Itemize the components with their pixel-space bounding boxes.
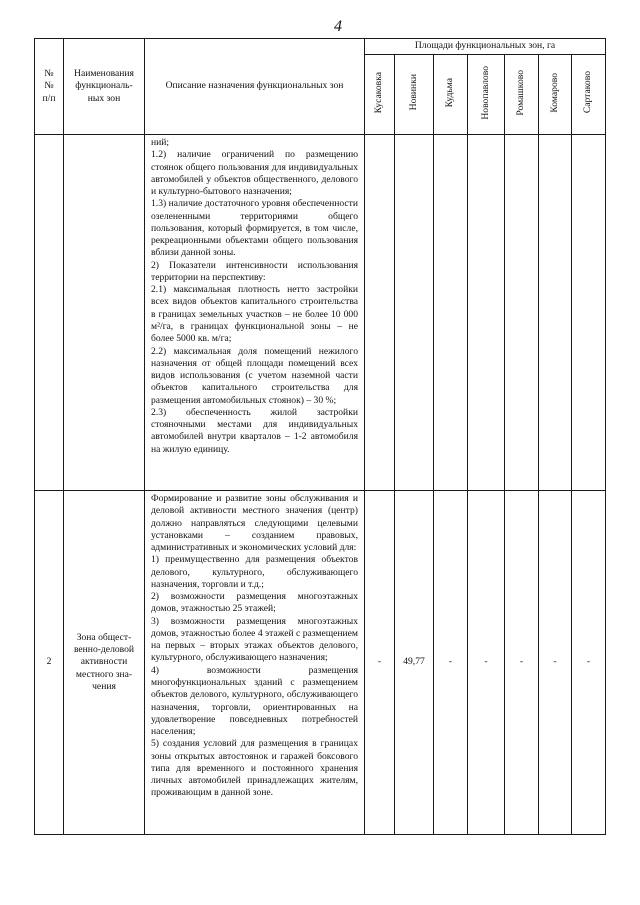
area-value: 49,77 xyxy=(395,491,434,835)
cell-empty xyxy=(468,135,505,491)
row-number: 2 xyxy=(35,491,64,835)
cell-empty xyxy=(539,135,572,491)
area-value: - xyxy=(365,491,395,835)
area-value: - xyxy=(468,491,505,835)
description-cell: ний; 1.2) наличие ограничений по размещению стоянок общего пользования для индивидуальных автомобилей у объектов общественного, делового и культурно-бытового назначения; 1.3) наличие достаточного уровня обеспеченности озелененными территориями общего пользования, который формируется, в том числе, рекреационными объектами общего пользования вблизи данной зоны. 2) Показатели интенсивности использования территории на перспективу: 2.1) максимальная плотность нетто застройки всех видов объектов капитального строительства в границах земельных участков – не более 10 000 м²/га, в границах функциональной зоны – не более 5000 кв. м/га; 2.2) максимальная доля помещений нежилого назначения от общей площади помещений всех видов использования (с учетом наземной части объектов капитального строительства для размещения автомобильных стоянок) – 30 %; 2.3) обеспеченность жилой застройки стояночными местами для индивидуальных автомобилей внутри кварталов – 1-2 автомобиля на жилую единицу. xyxy=(145,135,365,491)
cell-empty xyxy=(505,135,539,491)
header-zone-name: Наименования функциональ- ных зон xyxy=(64,39,145,135)
cell-empty xyxy=(572,135,606,491)
cell-empty xyxy=(35,135,64,491)
cell-empty xyxy=(434,135,468,491)
cell-empty xyxy=(64,135,145,491)
header-areas-title: Площади функциональных зон, га xyxy=(365,39,606,55)
header-settlement: Новинки xyxy=(395,55,434,135)
description-cell: Формирование и развитие зоны обслуживания и деловой активности местного значения (центр) должно направляться следующими целевыми установками – созданием правовых, административных и экономических условий для: 1) преимущественно для размещения объектов делового, культурного, обслуживающего назначения, торговли и т.д.; 2) возможности размещения многоэтажных домов, этажностью 25 этажей; 3) возможности размещения многоэтажных домов, этажностью более 4 этажей с размещением на первых – вторых этажах объектов делового, культурного, обслуживающего назначения; 4) возможности размещения многофункциональных зданий с размещением объектов делового, культурного, обслуживающего назначения, торговли, ориентированных на удовлетворение повседневных потребностей населения; 5) создания условий для размещения в границах зоны открытых автостоянок и гаражей боксового типа для временного и постоянного хранения личных автомобилей принадлежащих жителям, проживающим в данной зоне. xyxy=(145,491,365,835)
area-value: - xyxy=(572,491,606,835)
area-value: - xyxy=(505,491,539,835)
header-number: № № п/п xyxy=(35,39,64,135)
cell-empty xyxy=(365,135,395,491)
table-row-2 xyxy=(35,491,606,835)
page-number: 4 xyxy=(334,18,342,35)
functional-zones-table xyxy=(34,38,606,835)
header-settlement: Кудьма xyxy=(434,55,468,135)
header-settlement: Ромашково xyxy=(505,55,539,135)
header-description: Описание назначения функциональных зон xyxy=(145,39,365,135)
area-value: - xyxy=(434,491,468,835)
cell-empty xyxy=(395,135,434,491)
table-row-continued xyxy=(35,135,606,491)
zone-name: Зона общест- венно-деловой активности местного зна- чения xyxy=(64,491,145,835)
header-settlement: Кусаковка xyxy=(365,55,395,135)
header-settlement: Комарово xyxy=(539,55,572,135)
header-settlement: Новопавлово xyxy=(468,55,505,135)
header-settlement: Сартаково xyxy=(572,55,606,135)
area-value: - xyxy=(539,491,572,835)
